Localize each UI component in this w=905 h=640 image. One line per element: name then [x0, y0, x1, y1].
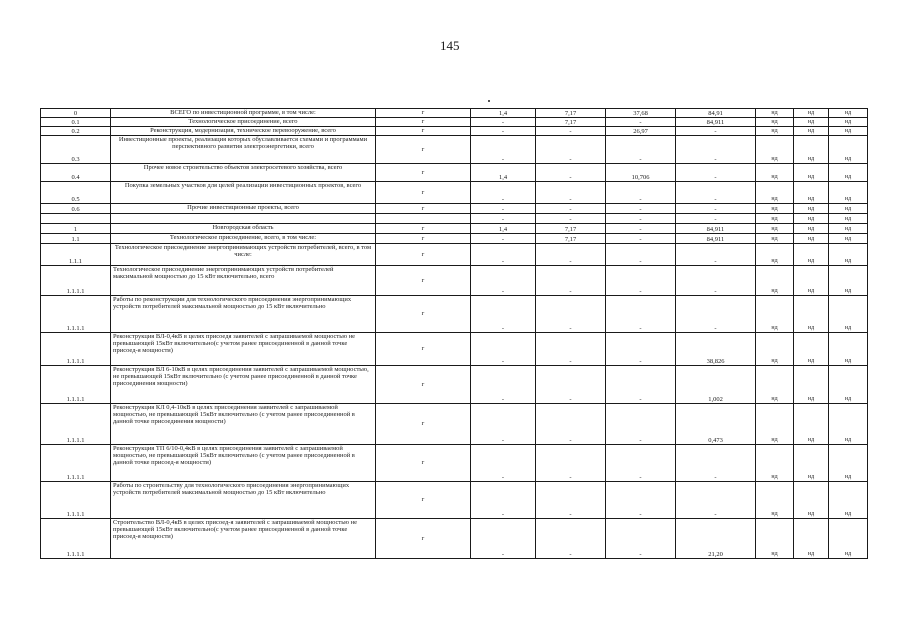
row-name: Реконструкция КЛ 0,4-10кВ в целях присоединения заявителей с запрашиваемой мощностью, не превышающей 15кВт включительно (с учетом ранее присоединенной в данной точке присоединения мощности)	[111, 404, 376, 445]
nd-cell: нд	[756, 244, 794, 266]
value-cell: -	[606, 204, 676, 214]
nd-cell: нд	[756, 482, 794, 519]
value-cell: -	[606, 118, 676, 127]
nd-cell: нд	[829, 214, 868, 224]
value-cell: -	[606, 366, 676, 404]
value-cell: -	[471, 136, 536, 164]
table-row	[41, 519, 868, 559]
table-row	[41, 366, 868, 404]
table-row	[41, 296, 868, 333]
value-cell: -	[471, 404, 536, 445]
value-cell: -	[536, 204, 606, 214]
row-name: Реконструкция, модернизация, техническое перевооружение, всего	[111, 127, 376, 136]
table-row	[41, 333, 868, 366]
nd-cell: нд	[794, 109, 829, 118]
nd-cell: нд	[829, 127, 868, 136]
value-cell: -	[471, 182, 536, 204]
value-cell: -	[676, 182, 756, 204]
value-cell: -	[606, 445, 676, 482]
table-row	[41, 127, 868, 136]
value-cell: -	[676, 266, 756, 296]
row-name: Технологическое присоединение, всего, в том числе:	[111, 234, 376, 244]
value-cell: -	[536, 366, 606, 404]
table-row	[41, 182, 868, 204]
nd-cell: нд	[794, 482, 829, 519]
row-unit: г	[376, 519, 471, 559]
row-name: Прочие инвестиционные проекты, всего	[111, 204, 376, 214]
row-name: Работы по реконструкции для технологического присоединения энергопринимающих устройств потребителей максимальной мощностью до 15 кВт включительно	[111, 296, 376, 333]
nd-cell: нд	[829, 296, 868, 333]
nd-cell: нд	[794, 127, 829, 136]
row-name: Строительство ВЛ-0,4кВ в целях присоед-я заявителей с запрашиваемой мощностью не превышающей 15кВт включительно(с учетом ранее присоединенной в данной точке присоед-я мощности)	[111, 519, 376, 559]
value-cell: -	[471, 234, 536, 244]
nd-cell: нд	[794, 136, 829, 164]
table-row	[41, 224, 868, 234]
table-row	[41, 234, 868, 244]
nd-cell: нд	[829, 333, 868, 366]
value-cell: -	[606, 214, 676, 224]
value-cell: -	[536, 136, 606, 164]
row-name: Прочее новое строительство объектов электросетевого хозяйства, всего	[111, 164, 376, 182]
value-cell: -	[676, 214, 756, 224]
value-cell: -	[606, 182, 676, 204]
value-cell: -	[471, 333, 536, 366]
nd-cell: нд	[756, 519, 794, 559]
value-cell: -	[536, 519, 606, 559]
nd-cell: нд	[794, 296, 829, 333]
row-name: Технологическое присоединение энергопринимающих устройств потребителей, всего, в том числе:	[111, 244, 376, 266]
value-cell: 10,706	[606, 164, 676, 182]
value-cell: -	[536, 182, 606, 204]
value-cell: -	[606, 296, 676, 333]
value-cell: -	[471, 519, 536, 559]
row-unit: г	[376, 482, 471, 519]
value-cell: 26,97	[606, 127, 676, 136]
value-cell: 7,17	[536, 224, 606, 234]
value-cell: -	[676, 164, 756, 182]
value-cell: 7,17	[536, 234, 606, 244]
nd-cell: нд	[829, 182, 868, 204]
row-unit: г	[376, 224, 471, 234]
nd-cell: нд	[829, 404, 868, 445]
nd-cell: нд	[829, 482, 868, 519]
value-cell: -	[471, 482, 536, 519]
nd-cell: нд	[829, 204, 868, 214]
nd-cell: нд	[794, 234, 829, 244]
value-cell: -	[606, 482, 676, 519]
nd-cell: нд	[794, 333, 829, 366]
nd-cell: нд	[829, 266, 868, 296]
value-cell: -	[471, 366, 536, 404]
table-row	[41, 445, 868, 482]
row-name: Реконструкция ТП 6/10-0,4кВ в целях присоединения заявителей с запрашиваемой мощностью, не превышающей 15кВт включительно (с учетом ранее присоединенной в данной точке присоед-я мощности)	[111, 445, 376, 482]
value-cell: -	[606, 224, 676, 234]
row-number: 0.4	[41, 164, 111, 182]
nd-cell: нд	[756, 204, 794, 214]
value-cell: -	[471, 127, 536, 136]
value-cell: -	[676, 136, 756, 164]
row-name: Инвестиционные проекты, реализация которых обуславливается схемами и программами перспективного развития электроэнергетики, всего	[111, 136, 376, 164]
nd-cell: нд	[794, 164, 829, 182]
nd-cell: нд	[794, 366, 829, 404]
row-name: Технологическое присоединение энергопринимающих устройств потребителей максимальной мощностью до 15 кВт включительно, всего	[111, 266, 376, 296]
table-row	[41, 109, 868, 118]
row-name: ВСЕГО по инвестиционной программе, в том числе:	[111, 109, 376, 118]
row-name: Реконструкция ВЛ 6-10кВ в целях присоединения заявителей с запрашиваемой мощностью, не превышающей 15кВт включительно (с учетом ранее присоединенной в данной точке присоединения мощности)	[111, 366, 376, 404]
nd-cell: нд	[794, 214, 829, 224]
value-cell: -	[676, 204, 756, 214]
nd-cell: нд	[794, 404, 829, 445]
value-cell: -	[606, 136, 676, 164]
row-number: 0.6	[41, 204, 111, 214]
value-cell: -	[536, 482, 606, 519]
table-row	[41, 214, 868, 224]
value-cell: 1,4	[471, 164, 536, 182]
row-name: Новгородская область	[111, 224, 376, 234]
nd-cell: нд	[829, 109, 868, 118]
value-cell: 7,17	[536, 109, 606, 118]
row-unit: г	[376, 164, 471, 182]
value-cell: -	[471, 266, 536, 296]
value-cell: -	[606, 266, 676, 296]
table-row	[41, 164, 868, 182]
row-name: Технологическое присоединение, всего	[111, 118, 376, 127]
value-cell: -	[471, 204, 536, 214]
nd-cell: нд	[756, 445, 794, 482]
row-number: 1	[41, 224, 111, 234]
row-unit: г	[376, 204, 471, 214]
value-cell: 84,911	[676, 118, 756, 127]
value-cell: 1,4	[471, 109, 536, 118]
value-cell: -	[471, 244, 536, 266]
value-cell: -	[536, 266, 606, 296]
row-unit: г	[376, 109, 471, 118]
row-unit: г	[376, 127, 471, 136]
nd-cell: нд	[756, 234, 794, 244]
row-number: 1.1.1.1	[41, 266, 111, 296]
value-cell: -	[676, 127, 756, 136]
nd-cell: нд	[794, 266, 829, 296]
value-cell: -	[536, 445, 606, 482]
value-cell: -	[536, 404, 606, 445]
scan-artifact	[488, 100, 490, 102]
row-unit: г	[376, 366, 471, 404]
nd-cell: нд	[794, 182, 829, 204]
value-cell: 37,68	[606, 109, 676, 118]
nd-cell: нд	[756, 333, 794, 366]
nd-cell: нд	[829, 519, 868, 559]
row-number: 0.2	[41, 127, 111, 136]
value-cell: 38,826	[676, 333, 756, 366]
row-unit: г	[376, 445, 471, 482]
table-row	[41, 118, 868, 127]
investment-program-table	[40, 108, 868, 559]
value-cell: -	[536, 244, 606, 266]
row-unit: г	[376, 266, 471, 296]
row-unit: г	[376, 404, 471, 445]
value-cell: 84,91	[676, 109, 756, 118]
value-cell: -	[536, 296, 606, 333]
row-number: 1.1.1.1	[41, 519, 111, 559]
nd-cell: нд	[794, 519, 829, 559]
nd-cell: нд	[794, 204, 829, 214]
row-number: 1.1.1.1	[41, 366, 111, 404]
value-cell: -	[606, 333, 676, 366]
row-unit: г	[376, 136, 471, 164]
value-cell: -	[676, 296, 756, 333]
nd-cell: нд	[756, 224, 794, 234]
table-row	[41, 404, 868, 445]
row-unit: г	[376, 182, 471, 204]
row-number: 1.1.1.1	[41, 445, 111, 482]
row-number: 1.1	[41, 234, 111, 244]
nd-cell: нд	[829, 234, 868, 244]
nd-cell: нд	[756, 366, 794, 404]
nd-cell: нд	[794, 118, 829, 127]
nd-cell: нд	[829, 224, 868, 234]
table-row	[41, 244, 868, 266]
row-number: 1.1.1	[41, 244, 111, 266]
row-number: 1.1.1.1	[41, 482, 111, 519]
value-cell: -	[536, 127, 606, 136]
nd-cell: нд	[756, 118, 794, 127]
value-cell: 84,911	[676, 224, 756, 234]
value-cell: -	[536, 333, 606, 366]
row-number: 0.1	[41, 118, 111, 127]
row-number: 1.1.1.1	[41, 333, 111, 366]
row-unit	[376, 214, 471, 224]
row-number: 0	[41, 109, 111, 118]
nd-cell: нд	[829, 164, 868, 182]
value-cell: 1,002	[676, 366, 756, 404]
nd-cell: нд	[829, 366, 868, 404]
nd-cell: нд	[829, 136, 868, 164]
nd-cell: нд	[829, 118, 868, 127]
value-cell: 0,473	[676, 404, 756, 445]
value-cell: 84,911	[676, 234, 756, 244]
row-unit: г	[376, 234, 471, 244]
nd-cell: нд	[756, 164, 794, 182]
page-number: 145	[440, 38, 460, 53]
nd-cell: нд	[794, 445, 829, 482]
nd-cell: нд	[829, 445, 868, 482]
value-cell: -	[536, 214, 606, 224]
nd-cell: нд	[756, 109, 794, 118]
value-cell: -	[471, 445, 536, 482]
nd-cell: нд	[756, 266, 794, 296]
nd-cell: нд	[756, 136, 794, 164]
row-number: 1.1.1.1	[41, 296, 111, 333]
row-number: 1.1.1.1	[41, 404, 111, 445]
value-cell: -	[606, 244, 676, 266]
table-row	[41, 204, 868, 214]
nd-cell: нд	[829, 244, 868, 266]
value-cell: -	[676, 445, 756, 482]
value-cell: -	[471, 214, 536, 224]
value-cell: -	[471, 296, 536, 333]
row-number: 0.3	[41, 136, 111, 164]
row-name: Покупка земельных участков для целей реализации инвестиционных проектов, всего	[111, 182, 376, 204]
nd-cell: нд	[756, 214, 794, 224]
row-unit: г	[376, 333, 471, 366]
table-row	[41, 482, 868, 519]
value-cell: 7,17	[536, 118, 606, 127]
value-cell: -	[471, 118, 536, 127]
row-name	[111, 214, 376, 224]
value-cell: 1,4	[471, 224, 536, 234]
table-row	[41, 136, 868, 164]
value-cell: -	[676, 482, 756, 519]
row-name: Работы по строительству для технологического присоединения энергопринимающих устройств потребителей максимальной мощностью до 15 кВт включительно	[111, 482, 376, 519]
value-cell: -	[676, 244, 756, 266]
row-number: 0.5	[41, 182, 111, 204]
row-unit: г	[376, 296, 471, 333]
value-cell: -	[536, 164, 606, 182]
row-name: Реконструкция ВЛ-0,4кВ в целях присоедя заявителей с запрашиваемой мощностью не превышающей 15кВт включительно(с учетом ранее присоединенной в данной точке присоед-я мощности)	[111, 333, 376, 366]
value-cell: -	[606, 404, 676, 445]
nd-cell: нд	[756, 404, 794, 445]
value-cell: 21,20	[676, 519, 756, 559]
value-cell: -	[606, 234, 676, 244]
nd-cell: нд	[794, 224, 829, 234]
value-cell: -	[606, 519, 676, 559]
row-number	[41, 214, 111, 224]
nd-cell: нд	[756, 296, 794, 333]
nd-cell: нд	[756, 127, 794, 136]
row-unit: г	[376, 244, 471, 266]
nd-cell: нд	[794, 244, 829, 266]
table-row	[41, 266, 868, 296]
row-unit: г	[376, 118, 471, 127]
nd-cell: нд	[756, 182, 794, 204]
